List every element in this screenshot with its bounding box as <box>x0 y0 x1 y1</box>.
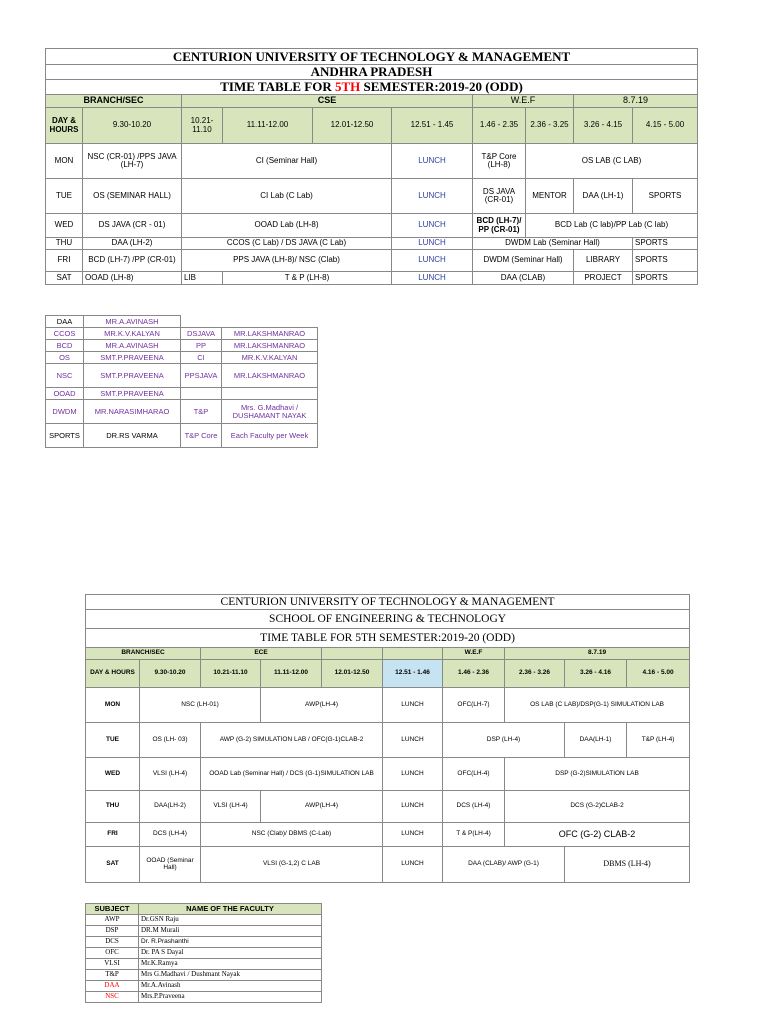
hour-slot: 3.26 - 4.16 <box>565 660 627 688</box>
faculty-name: Dr.GSN Raju <box>139 915 322 926</box>
day-label: THU <box>86 791 140 823</box>
school-title: SCHOOL OF ENGINEERING & TECHNOLOGY <box>86 610 690 629</box>
university-title: CENTURION UNIVERSITY OF TECHNOLOGY & MANAGEMENT <box>86 595 690 610</box>
hour-slot: 12.51 - 1.46 <box>383 660 443 688</box>
class-cell: AWP(LH-4) <box>261 688 383 723</box>
lunch-cell: LUNCH <box>392 214 473 238</box>
day-label: WED <box>46 214 83 238</box>
faculty-name: Mrs.P.Praveena <box>139 992 322 1003</box>
hours-label: DAY & HOURS <box>86 660 140 688</box>
hour-slot: 10.21-11.10 <box>182 108 223 144</box>
faculty-name: DR.RS VARMA <box>84 424 181 448</box>
subject-code: DWDM <box>46 400 84 424</box>
hour-slot: 2.36 - 3.25 <box>526 108 574 144</box>
class-cell: DAA(LH-2) <box>140 791 201 823</box>
faculty-name: Each Faculty per Week <box>222 424 318 448</box>
class-cell: DAA (LH-1) <box>574 179 633 214</box>
class-cell: BCD (LH-7)/ PP (CR-01) <box>473 214 526 238</box>
class-cell: LIB <box>182 272 223 285</box>
class-cell: DBMS (LH-4) <box>565 847 690 883</box>
class-cell: NSC (CR-01) /PPS JAVA (LH-7) <box>83 144 182 179</box>
lunch-cell: LUNCH <box>383 758 443 791</box>
class-cell: DAA (CLAB) <box>473 272 574 285</box>
subject-code: T&P <box>86 970 139 981</box>
subject-code: T&P Core <box>181 424 222 448</box>
class-cell: NSC (LH-01) <box>140 688 261 723</box>
ece-faculty-legend <box>85 903 322 1003</box>
subject-code: VLSI <box>86 959 139 970</box>
class-cell: PROJECT <box>574 272 633 285</box>
subject-code: DAA <box>86 981 139 992</box>
class-cell: PPS JAVA (LH-8)/ NSC (Clab) <box>182 250 392 272</box>
class-cell: BCD (LH-7) /PP (CR-01) <box>83 250 182 272</box>
class-cell: AWP(LH-4) <box>261 791 383 823</box>
faculty-name: SMT.P.PRAVEENA <box>84 352 181 364</box>
faculty-name: MR.A.AVINASH <box>84 316 181 328</box>
faculty-name: Dr. R.Prashanthi <box>139 937 322 948</box>
subject-code: DCS <box>86 937 139 948</box>
branch-value: ECE <box>201 648 322 660</box>
lunch-cell: LUNCH <box>392 144 473 179</box>
subject-code: SPORTS <box>46 424 84 448</box>
lunch-cell: LUNCH <box>392 272 473 285</box>
state-title: ANDHRA PRADESH <box>46 65 698 80</box>
hour-slot: 12.51 - 1.45 <box>392 108 473 144</box>
cse-timetable <box>45 48 698 285</box>
university-title: CENTURION UNIVERSITY OF TECHNOLOGY & MANAGEMENT <box>46 49 698 65</box>
wef-value: 8.7.19 <box>505 648 690 660</box>
class-cell: OFC(LH-7) <box>443 688 505 723</box>
faculty-header: NAME OF THE FACULTY <box>139 904 322 915</box>
class-cell: OFC (G-2) CLAB-2 <box>505 823 690 847</box>
faculty-name: MR.LAKSHMANRAO <box>222 364 318 388</box>
class-cell: DS JAVA (CR - 01) <box>83 214 182 238</box>
class-cell: OS LAB (C LAB) <box>526 144 698 179</box>
class-cell: NSC (Clab)/ DBMS (C-Lab) <box>201 823 383 847</box>
class-cell: OOAD Lab (LH-8) <box>182 214 392 238</box>
class-cell: OOAD (LH-8) <box>83 272 182 285</box>
lunch-cell: LUNCH <box>383 688 443 723</box>
lunch-cell: LUNCH <box>392 250 473 272</box>
faculty-name: Mrs. G.Madhavi / DUSHAMANT NAYAK <box>222 400 318 424</box>
class-cell: DWDM (Seminar Hall) <box>473 250 574 272</box>
subject-header: SUBJECT <box>86 904 139 915</box>
class-cell: DCS (G-2)CLAB-2 <box>505 791 690 823</box>
faculty-name: MR.A.AVINASH <box>84 340 181 352</box>
class-cell: CI Lab (C Lab) <box>182 179 392 214</box>
hour-slot: 9.30-10.20 <box>140 660 201 688</box>
subject-code: NSC <box>86 992 139 1003</box>
class-cell: OS (LH- 03) <box>140 723 201 758</box>
day-label: FRI <box>46 250 83 272</box>
hour-slot: 1.46 - 2.35 <box>473 108 526 144</box>
subject-code: PPSJAVA <box>181 364 222 388</box>
hour-slot: 11.11-12.00 <box>261 660 322 688</box>
ece-timetable <box>85 594 690 883</box>
lunch-cell: LUNCH <box>392 179 473 214</box>
hour-slot: 11.11-12.00 <box>223 108 313 144</box>
class-cell: DAA (LH-2) <box>83 238 182 250</box>
hour-slot: 10.21-11.10 <box>201 660 261 688</box>
empty-cell <box>181 316 222 328</box>
day-label: FRI <box>86 823 140 847</box>
wef-label: W.E.F <box>443 648 505 660</box>
day-label: THU <box>46 238 83 250</box>
empty-cell <box>181 388 222 400</box>
subject-code: OFC <box>86 948 139 959</box>
hour-slot: 4.15 - 5.00 <box>633 108 698 144</box>
day-label: TUE <box>46 179 83 214</box>
class-cell: BCD Lab (C lab)/PP Lab (C lab) <box>526 214 698 238</box>
class-cell: MENTOR <box>526 179 574 214</box>
day-label: WED <box>86 758 140 791</box>
subject-code: NSC <box>46 364 84 388</box>
lunch-cell: LUNCH <box>383 847 443 883</box>
class-cell: T&P Core (LH-8) <box>473 144 526 179</box>
day-label: SAT <box>86 847 140 883</box>
day-label: MON <box>46 144 83 179</box>
branch-value: CSE <box>182 95 473 108</box>
hour-slot: 1.46 - 2.36 <box>443 660 505 688</box>
class-cell: OOAD Lab (Seminar Hall) / DCS (G-1)SIMULATION LAB <box>201 758 383 791</box>
faculty-name: Dr. PA S Dayal <box>139 948 322 959</box>
lunch-cell: LUNCH <box>383 823 443 847</box>
empty-cell <box>222 316 318 328</box>
day-label: SAT <box>46 272 83 285</box>
faculty-name: DR.M Murali <box>139 926 322 937</box>
hour-slot: 4.16 - 5.00 <box>627 660 690 688</box>
branch-label: BRANCH/SEC <box>46 95 182 108</box>
class-cell: T&P (LH-4) <box>627 723 690 758</box>
hour-slot: 2.36 - 3.26 <box>505 660 565 688</box>
faculty-name: MR.NARASIMHARAO <box>84 400 181 424</box>
subject-code: CCOS <box>46 328 84 340</box>
class-cell: VLSI (G-1,2) C LAB <box>201 847 383 883</box>
class-cell: SPORTS <box>633 272 698 285</box>
subject-code: OOAD <box>46 388 84 400</box>
hour-slot: 9.30-10.20 <box>83 108 182 144</box>
faculty-name: SMT.P.PRAVEENA <box>84 388 181 400</box>
faculty-name: Mr.A.Avinash <box>139 981 322 992</box>
subject-code: DSJAVA <box>181 328 222 340</box>
day-label: MON <box>86 688 140 723</box>
class-cell: CCOS (C Lab) / DS JAVA (C Lab) <box>182 238 392 250</box>
wef-label: W.E.F <box>473 95 574 108</box>
lunch-cell: LUNCH <box>392 238 473 250</box>
class-cell: DS JAVA (CR-01) <box>473 179 526 214</box>
hour-slot: 3.26 - 4.15 <box>574 108 633 144</box>
timetable-title: TIME TABLE FOR 5TH SEMESTER:2019-20 (ODD) <box>46 80 698 95</box>
subject-code: DAA <box>46 316 84 328</box>
class-cell: CI (Seminar Hall) <box>182 144 392 179</box>
empty-cell <box>322 648 383 660</box>
class-cell: DCS (LH-4) <box>140 823 201 847</box>
class-cell: OFC(LH-4) <box>443 758 505 791</box>
wef-value: 8.7.19 <box>574 95 698 108</box>
faculty-name: SMT.P.PRAVEENA <box>84 364 181 388</box>
subject-code: AWP <box>86 915 139 926</box>
class-cell: OS (SEMINAR HALL) <box>83 179 182 214</box>
subject-code: T&P <box>181 400 222 424</box>
class-cell: DAA (CLAB)/ AWP (G-1) <box>443 847 565 883</box>
empty-cell <box>383 648 443 660</box>
class-cell: OOAD (Seminar Hall) <box>140 847 201 883</box>
class-cell: LIBRARY <box>574 250 633 272</box>
class-cell: DSP (G-2)SIMULATION LAB <box>505 758 690 791</box>
class-cell: T & P (LH-8) <box>223 272 392 285</box>
faculty-name: MR.K.V.KALYAN <box>84 328 181 340</box>
lunch-cell: LUNCH <box>383 791 443 823</box>
class-cell: SPORTS <box>633 238 698 250</box>
empty-cell <box>222 388 318 400</box>
hour-slot: 12.01-12.50 <box>313 108 392 144</box>
faculty-name: MR.LAKSHMANRAO <box>222 328 318 340</box>
class-cell: DWDM Lab (Seminar Hall) <box>473 238 633 250</box>
faculty-name: MR.LAKSHMANRAO <box>222 340 318 352</box>
subject-code: CI <box>181 352 222 364</box>
lunch-cell: LUNCH <box>383 723 443 758</box>
class-cell: SPORTS <box>633 179 698 214</box>
class-cell: SPORTS <box>633 250 698 272</box>
subject-code: DSP <box>86 926 139 937</box>
class-cell: VLSI (LH-4) <box>140 758 201 791</box>
hour-slot: 12.01-12.50 <box>322 660 383 688</box>
class-cell: DAA(LH-1) <box>565 723 627 758</box>
faculty-name: Mrs G.Madhavi / Dushmant Nayak <box>139 970 322 981</box>
subject-code: BCD <box>46 340 84 352</box>
class-cell: T & P(LH-4) <box>443 823 505 847</box>
hours-label: DAY & HOURS <box>46 108 83 144</box>
cse-faculty-legend <box>45 315 318 448</box>
class-cell: VLSI (LH-4) <box>201 791 261 823</box>
class-cell: DCS (LH-4) <box>443 791 505 823</box>
faculty-name: Mr.K.Ramya <box>139 959 322 970</box>
faculty-name: MR.K.V.KALYAN <box>222 352 318 364</box>
class-cell: OS LAB (C LAB)/DSP(G-1) SIMULATION LAB <box>505 688 690 723</box>
subject-code: PP <box>181 340 222 352</box>
day-label: TUE <box>86 723 140 758</box>
subject-code: OS <box>46 352 84 364</box>
branch-label: BRANCH/SEC <box>86 648 201 660</box>
class-cell: DSP (LH-4) <box>443 723 565 758</box>
class-cell: AWP (G-2) SIMULATION LAB / OFC(G-1)CLAB-2 <box>201 723 383 758</box>
timetable-title: TIME TABLE FOR 5TH SEMESTER:2019-20 (ODD) <box>86 629 690 648</box>
